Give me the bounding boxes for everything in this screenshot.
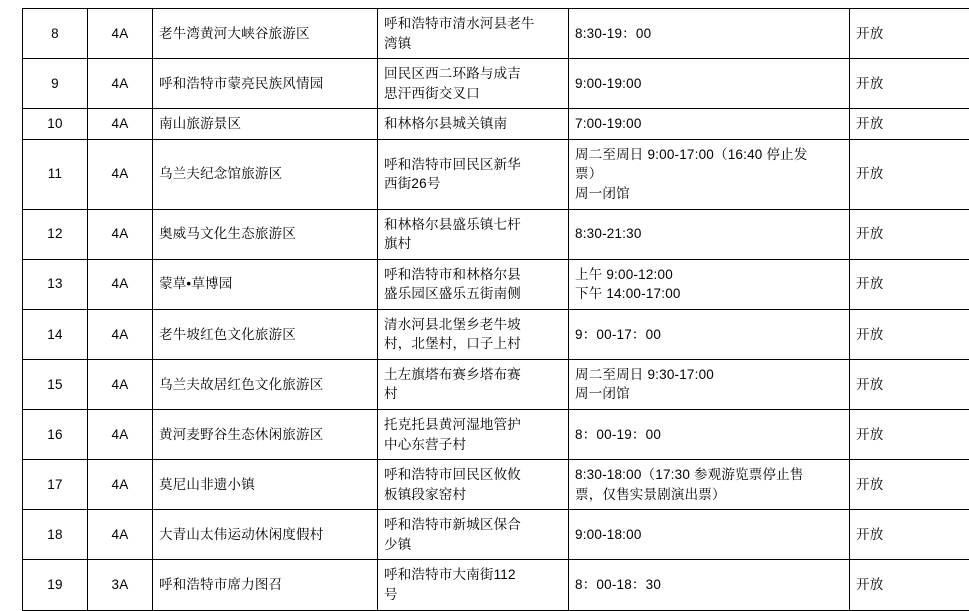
- cell-time: [569, 59, 850, 109]
- time-line: 7:00-19:00: [575, 114, 843, 134]
- cell-name: 呼和浩特市席力图召: [153, 560, 378, 610]
- address-line: 回民区西二环路与成吉: [384, 64, 562, 84]
- address-line: 西街26号: [384, 174, 562, 194]
- cell-address: [378, 460, 569, 510]
- cell-time: [569, 309, 850, 359]
- cell-time: [569, 359, 850, 409]
- address-line: 和林格尔县城关镇南: [384, 114, 562, 134]
- time-line: 9:00-18:00: [575, 525, 843, 545]
- cell-time: [569, 510, 850, 560]
- cell-name: 乌兰夫故居红色文化旅游区: [153, 359, 378, 409]
- cell-level: 4A: [88, 359, 153, 409]
- time-line: 周二至周日 9:30-17:00: [575, 365, 843, 385]
- table-row: [23, 510, 969, 560]
- cell-status: 开放: [850, 139, 969, 209]
- cell-level: 3A: [88, 560, 153, 610]
- table-row: [23, 460, 969, 510]
- cell-status: 开放: [850, 359, 969, 409]
- address-line: 呼和浩特市回民区攸攸: [384, 465, 562, 485]
- cell-address: [378, 209, 569, 259]
- cell-level: 4A: [88, 510, 153, 560]
- time-line: 周一闭馆: [575, 384, 843, 404]
- address-line: 呼和浩特市和林格尔县: [384, 265, 562, 285]
- address-line: 呼和浩特市新城区保合: [384, 515, 562, 535]
- cell-index: 14: [23, 309, 88, 359]
- cell-address: [378, 510, 569, 560]
- cell-name: 大青山太伟运动休闲度假村: [153, 510, 378, 560]
- time-line: 8：00-19：00: [575, 425, 843, 445]
- cell-status: 开放: [850, 510, 969, 560]
- time-line: 周二至周日 9:00-17:00（16:40 停止发: [575, 145, 843, 165]
- cell-name: 莫尼山非遗小镇: [153, 460, 378, 510]
- cell-status: 开放: [850, 209, 969, 259]
- address-line: 板镇段家窑村: [384, 485, 562, 505]
- cell-level: 4A: [88, 209, 153, 259]
- cell-status: 开放: [850, 460, 969, 510]
- time-line: 8:30-18:00（17:30 参观游览票停止售: [575, 465, 843, 485]
- table-row: [23, 109, 969, 140]
- cell-index: 17: [23, 460, 88, 510]
- address-line: 土左旗塔布赛乡塔布赛: [384, 365, 562, 385]
- cell-level: 4A: [88, 309, 153, 359]
- time-line: 下午 14:00-17:00: [575, 284, 843, 304]
- address-line: 和林格尔县盛乐镇七杆: [384, 215, 562, 235]
- cell-address: [378, 59, 569, 109]
- cell-index: 9: [23, 59, 88, 109]
- table-row: [23, 259, 969, 309]
- cell-address: [378, 560, 569, 610]
- address-line: 呼和浩特市回民区新华: [384, 155, 562, 175]
- address-line: 清水河县北堡乡老牛坡: [384, 315, 562, 335]
- cell-index: 11: [23, 139, 88, 209]
- cell-level: 4A: [88, 259, 153, 309]
- cell-index: 10: [23, 109, 88, 140]
- time-line: 8:30-21:30: [575, 224, 843, 244]
- cell-index: 13: [23, 259, 88, 309]
- cell-level: 4A: [88, 109, 153, 140]
- address-line: 旗村: [384, 234, 562, 254]
- cell-level: 4A: [88, 59, 153, 109]
- table-row: [23, 209, 969, 259]
- cell-name: 南山旅游景区: [153, 109, 378, 140]
- cell-status: 开放: [850, 59, 969, 109]
- cell-name: 老牛坡红色文化旅游区: [153, 309, 378, 359]
- table-row: [23, 359, 969, 409]
- cell-status: 开放: [850, 259, 969, 309]
- cell-level: 4A: [88, 410, 153, 460]
- cell-status: 开放: [850, 410, 969, 460]
- table-row: [23, 9, 969, 59]
- cell-address: [378, 259, 569, 309]
- cell-level: 4A: [88, 9, 153, 59]
- cell-status: 开放: [850, 9, 969, 59]
- cell-index: 16: [23, 410, 88, 460]
- address-line: 村，北堡村，口子上村: [384, 334, 562, 354]
- address-line: 盛乐园区盛乐五街南侧: [384, 284, 562, 304]
- address-line: 号: [384, 585, 562, 605]
- table-row: [23, 59, 969, 109]
- address-line: 思汗西街交叉口: [384, 84, 562, 104]
- cell-name: 乌兰夫纪念馆旅游区: [153, 139, 378, 209]
- time-line: 周一闭馆: [575, 184, 843, 204]
- address-line: 村: [384, 384, 562, 404]
- cell-status: 开放: [850, 109, 969, 140]
- address-line: 中心东营子村: [384, 435, 562, 455]
- time-line: 9:00-19:00: [575, 74, 843, 94]
- cell-status: 开放: [850, 560, 969, 610]
- cell-index: 12: [23, 209, 88, 259]
- cell-address: [378, 139, 569, 209]
- address-line: 呼和浩特市大南街112: [384, 565, 562, 585]
- cell-address: [378, 9, 569, 59]
- cell-time: [569, 209, 850, 259]
- table-row: [23, 309, 969, 359]
- address-line: 托克托县黄河湿地管护: [384, 415, 562, 435]
- cell-address: [378, 309, 569, 359]
- time-line: 8：00-18：30: [575, 575, 843, 595]
- scenic-spots-table: [22, 8, 969, 611]
- cell-name: 奥威马文化生态旅游区: [153, 209, 378, 259]
- cell-index: 8: [23, 9, 88, 59]
- time-line: 8:30-19：00: [575, 24, 843, 44]
- cell-index: 18: [23, 510, 88, 560]
- cell-index: 19: [23, 560, 88, 610]
- cell-time: [569, 410, 850, 460]
- cell-name: 黄河麦野谷生态休闲旅游区: [153, 410, 378, 460]
- cell-time: [569, 460, 850, 510]
- cell-status: 开放: [850, 309, 969, 359]
- cell-address: [378, 109, 569, 140]
- cell-name: 老牛湾黄河大峡谷旅游区: [153, 9, 378, 59]
- time-line: 9：00-17：00: [575, 325, 843, 345]
- cell-name: 蒙草•草博园: [153, 259, 378, 309]
- cell-time: [569, 9, 850, 59]
- table-body: [23, 9, 969, 611]
- time-line: 票）: [575, 164, 843, 184]
- document-page: [0, 8, 969, 562]
- cell-time: [569, 109, 850, 140]
- table-row: [23, 410, 969, 460]
- cell-time: [569, 139, 850, 209]
- cell-time: [569, 259, 850, 309]
- table-row: [23, 139, 969, 209]
- cell-index: 15: [23, 359, 88, 409]
- cell-time: [569, 560, 850, 610]
- cell-name: 呼和浩特市蒙亮民族风情园: [153, 59, 378, 109]
- time-line: 上午 9:00-12:00: [575, 265, 843, 285]
- cell-address: [378, 410, 569, 460]
- cell-level: 4A: [88, 460, 153, 510]
- address-line: 湾镇: [384, 34, 562, 54]
- table-row: [23, 560, 969, 610]
- address-line: 呼和浩特市清水河县老牛: [384, 14, 562, 34]
- address-line: 少镇: [384, 535, 562, 555]
- cell-level: 4A: [88, 139, 153, 209]
- cell-address: [378, 359, 569, 409]
- time-line: 票，仅售实景剧演出票）: [575, 485, 843, 505]
